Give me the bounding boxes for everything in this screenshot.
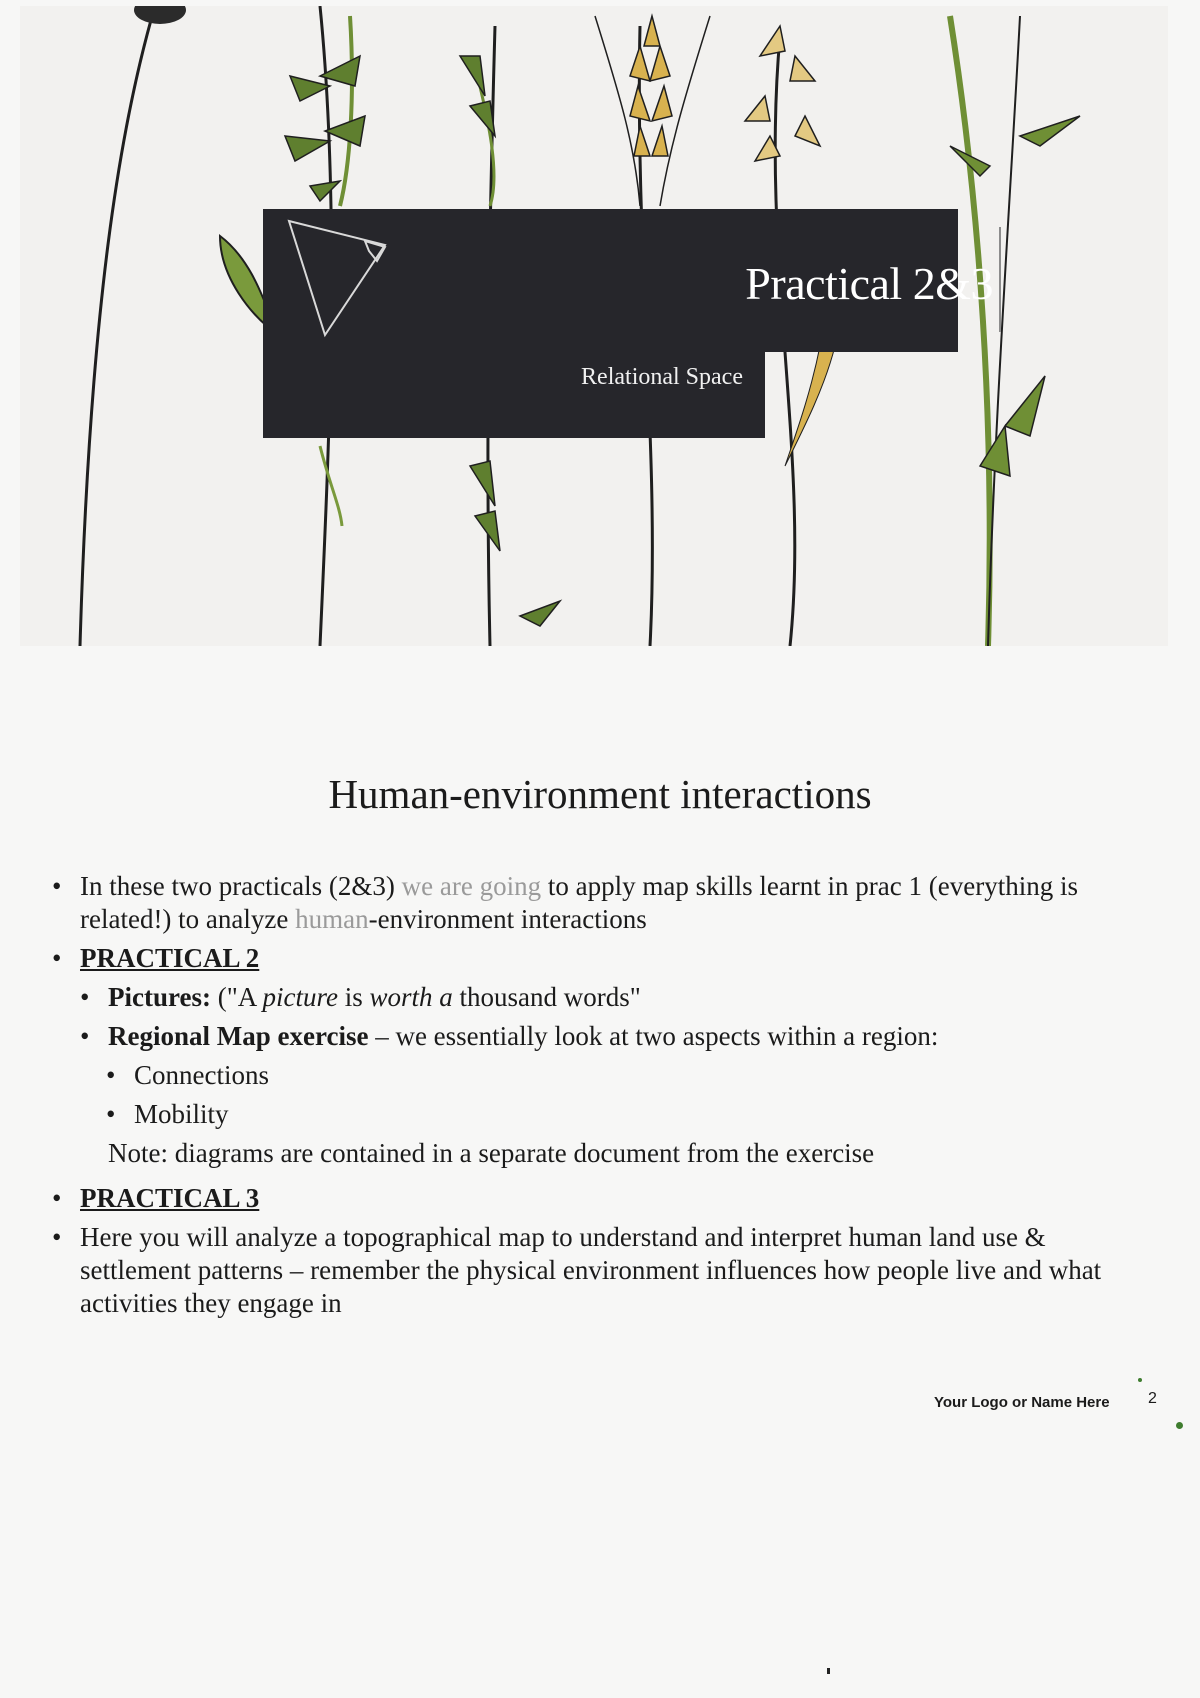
bullet-label: Regional Map exercise bbox=[108, 1021, 369, 1051]
scan-mark bbox=[827, 1668, 830, 1674]
bullet-label: Pictures: bbox=[108, 982, 211, 1012]
title-banner bbox=[263, 209, 993, 352]
bullet-dot-icon: • bbox=[106, 1099, 116, 1129]
content-slide bbox=[0, 770, 1200, 1450]
bullet-text: Connections bbox=[134, 1060, 269, 1090]
bullet-text: -environment interactions bbox=[368, 904, 647, 934]
bullet-practical-3 bbox=[52, 1182, 1152, 1215]
bullet-list bbox=[52, 870, 1152, 1326]
bullet-dot-icon: • bbox=[106, 1060, 116, 1090]
bullet-dot-icon: • bbox=[80, 982, 90, 1012]
bullet-faded-text: we are going bbox=[401, 871, 542, 901]
note-text: Note: diagrams are contained in a separate document from the exercise bbox=[108, 1138, 875, 1168]
bullet-text: Mobility bbox=[134, 1099, 229, 1129]
bullet-dot-icon: • bbox=[52, 1183, 62, 1213]
bullet-topographical bbox=[52, 1221, 1152, 1320]
slide-subtitle: Relational Space bbox=[581, 364, 743, 390]
slide-heading: Human-environment interactions bbox=[328, 771, 872, 817]
accent-dot-icon bbox=[1138, 1378, 1142, 1382]
bullet-text: Here you will analyze a topographical map to understand and interpret human land use & settlement patterns – remember the physical environment influences how people live and what activities they engage in bbox=[80, 1222, 1102, 1318]
footer-logo-text: Your Logo or Name Here bbox=[934, 1394, 1110, 1411]
bullet-emphasis: worth a bbox=[369, 982, 453, 1012]
bullet-text: is bbox=[337, 982, 370, 1012]
section-heading: PRACTICAL 2 bbox=[80, 943, 260, 973]
title-slide bbox=[20, 6, 1168, 646]
bullet-text: thousand words" bbox=[452, 982, 641, 1012]
bullet-intro bbox=[52, 870, 1152, 936]
bullet-dot-icon: • bbox=[52, 943, 62, 973]
bullet-pictures bbox=[80, 981, 1152, 1014]
bullet-mobility bbox=[106, 1098, 1152, 1131]
bullet-text: ("A bbox=[210, 982, 263, 1012]
triangle-logo-icon bbox=[285, 217, 395, 342]
subtitle-banner bbox=[263, 352, 765, 438]
bullet-faded-text: human bbox=[295, 904, 369, 934]
bullet-text: – we essentially look at two aspects within a region: bbox=[368, 1021, 939, 1051]
bullet-connections bbox=[106, 1059, 1152, 1092]
accent-dot-icon bbox=[1176, 1422, 1183, 1429]
bullet-dot-icon: • bbox=[52, 871, 62, 901]
title-divider bbox=[999, 227, 1001, 332]
slide-title: Practical 2&3 bbox=[745, 258, 993, 309]
bullet-text: to apply map skills learnt in prac 1 (everything is related!) to analyze bbox=[80, 871, 1078, 934]
bullet-emphasis: picture bbox=[262, 982, 338, 1012]
page-number: 2 bbox=[1148, 1390, 1157, 1407]
bullet-dot-icon: • bbox=[80, 1021, 90, 1051]
bullet-dot-icon: • bbox=[52, 1222, 62, 1252]
section-heading: PRACTICAL 3 bbox=[80, 1183, 260, 1213]
bullet-regional-map bbox=[80, 1020, 1152, 1053]
bullet-text: In these two practicals (2&3) bbox=[80, 871, 402, 901]
bullet-practical-2 bbox=[52, 942, 1152, 975]
